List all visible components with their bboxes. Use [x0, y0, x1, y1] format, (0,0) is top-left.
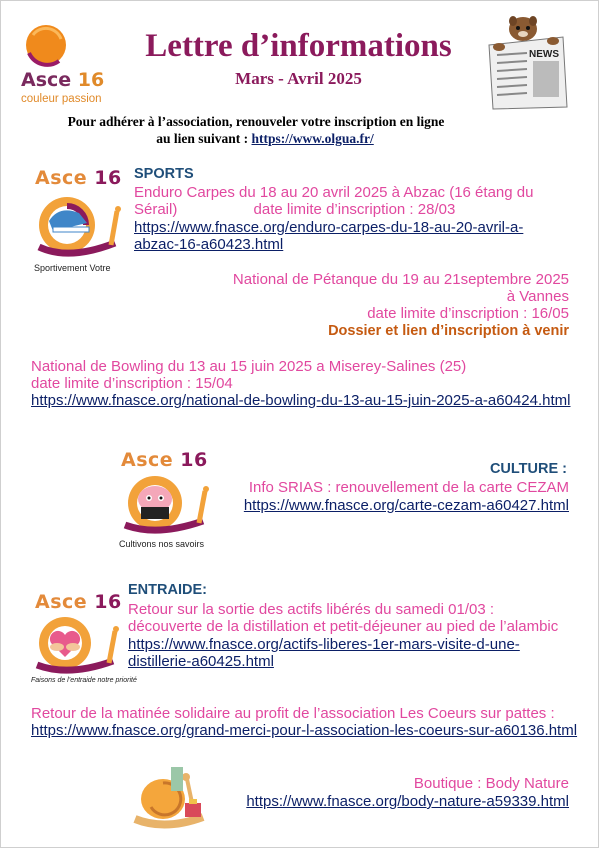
coeurs-line: Retour de la matinée solidaire au profit de l’association Les Coeurs sur pattes :	[31, 705, 555, 722]
entraide-logo-number: 16	[94, 591, 122, 613]
sports-heading: SPORTS	[134, 166, 194, 182]
distillerie-link-line-1[interactable]: https://www.fnasce.org/actifs-liberes-1er-mars-visite-d-une-	[128, 636, 520, 653]
intro-line-1: Pour adhérer à l’association, renouveler votre inscription en ligne	[67, 114, 445, 129]
carpes-line-2	[134, 201, 455, 218]
sports-logo-number: 16	[94, 167, 122, 189]
entraide-logo-name: Asce	[35, 591, 88, 613]
carpes-link-line-2[interactable]: abzac-16-a60423.html	[134, 236, 284, 253]
petanque-line-3: date limite d’inscription : 16/05	[367, 305, 569, 322]
entraide-line-2: découverte de la distillation et petit-déjeuner au pied de l’alambic	[128, 618, 559, 635]
petanque-line-2: à Vannes	[506, 288, 569, 305]
entraide-line-1: Retour sur la sortie des actifs libérés du samedi 01/03 :	[128, 601, 495, 618]
distillerie-link[interactable]	[128, 636, 520, 670]
bowling-line-1: National de Bowling du 13 au 15 juin 2025 a Miserey-Salines (25)	[31, 358, 467, 375]
olgua-link[interactable]: https://www.olgua.fr/	[251, 131, 374, 146]
bowling-line-2: date limite d’inscription : 15/04	[31, 375, 233, 392]
entraide-logo-tagline: Faisons de l’entraide notre priorité	[31, 677, 137, 684]
page-title: Lettre d’informations	[145, 28, 452, 64]
sports-logo-text	[35, 167, 122, 189]
culture-logo-name: Asce	[121, 449, 174, 471]
snail-heart-hands-icon	[29, 613, 121, 677]
culture-logo-tagline: Cultivons nos savoirs	[119, 539, 205, 549]
bowling-link[interactable]: https://www.fnasce.org/national-de-bowling-du-13-au-15-juin-2025-a-a60424.html	[31, 392, 571, 409]
intro-line-2	[31, 130, 481, 147]
chipmunk-newspaper-illustration	[483, 11, 569, 111]
asce16-main-logo	[19, 23, 117, 109]
entraide-logo	[29, 589, 137, 691]
carpes-link-line-1[interactable]: https://www.fnasce.org/enduro-carpes-du-18-au-20-avril-a-	[134, 219, 524, 236]
carpes-link[interactable]	[134, 219, 523, 253]
logo-name: Asce	[21, 69, 72, 91]
boutique-snail-illustration	[129, 759, 211, 831]
boutique-line-1: Boutique : Body Nature	[413, 775, 569, 792]
body-nature-link[interactable]: https://www.fnasce.org/body-nature-a59339.html	[246, 793, 569, 810]
petanque-note: Dossier et lien d’inscription à venir	[328, 323, 569, 339]
logo-number: 16	[77, 69, 105, 91]
intro-line-2-text: au lien suivant :	[156, 131, 252, 146]
distillerie-link-line-2[interactable]: distillerie-a60425.html	[128, 653, 274, 670]
culture-logo-text	[121, 449, 208, 471]
carpes-line-1: Enduro Carpes du 18 au 20 avril 2025 à Abzac (16 étang du	[134, 184, 534, 201]
sports-logo-tagline: Sportivement Votre	[34, 263, 111, 273]
coeurs-link[interactable]: https://www.fnasce.org/grand-merci-pour-l-association-les-coeurs-sur-a60136.html	[31, 722, 578, 739]
petanque-line-1: National de Pétanque du 19 au 21septembre 2025	[232, 271, 569, 288]
culture-logo	[115, 447, 211, 553]
snail-brain-book-icon	[115, 471, 211, 537]
entraide-heading: ENTRAIDE:	[128, 582, 207, 598]
carpes-place: Sérail)	[134, 201, 178, 218]
sports-logo-name: Asce	[35, 167, 88, 189]
petanque-block	[201, 271, 569, 322]
culture-line-1: Info SRIAS : renouvellement de la carte CEZAM	[248, 479, 569, 496]
snail-sneaker-icon	[29, 191, 124, 261]
intro-text	[31, 113, 481, 147]
entraide-logo-text	[35, 591, 122, 613]
culture-heading: CULTURE :	[489, 461, 567, 477]
logo-tagline: couleur passion	[21, 93, 102, 105]
news-badge: NEWS	[529, 49, 559, 60]
culture-logo-number: 16	[180, 449, 208, 471]
cezam-link[interactable]: https://www.fnasce.org/carte-cezam-a60427.html	[243, 497, 569, 514]
carpes-deadline: date limite d’inscription : 28/03	[253, 201, 456, 218]
page-subtitle: Mars - Avril 2025	[235, 69, 362, 88]
sports-logo	[29, 165, 124, 277]
